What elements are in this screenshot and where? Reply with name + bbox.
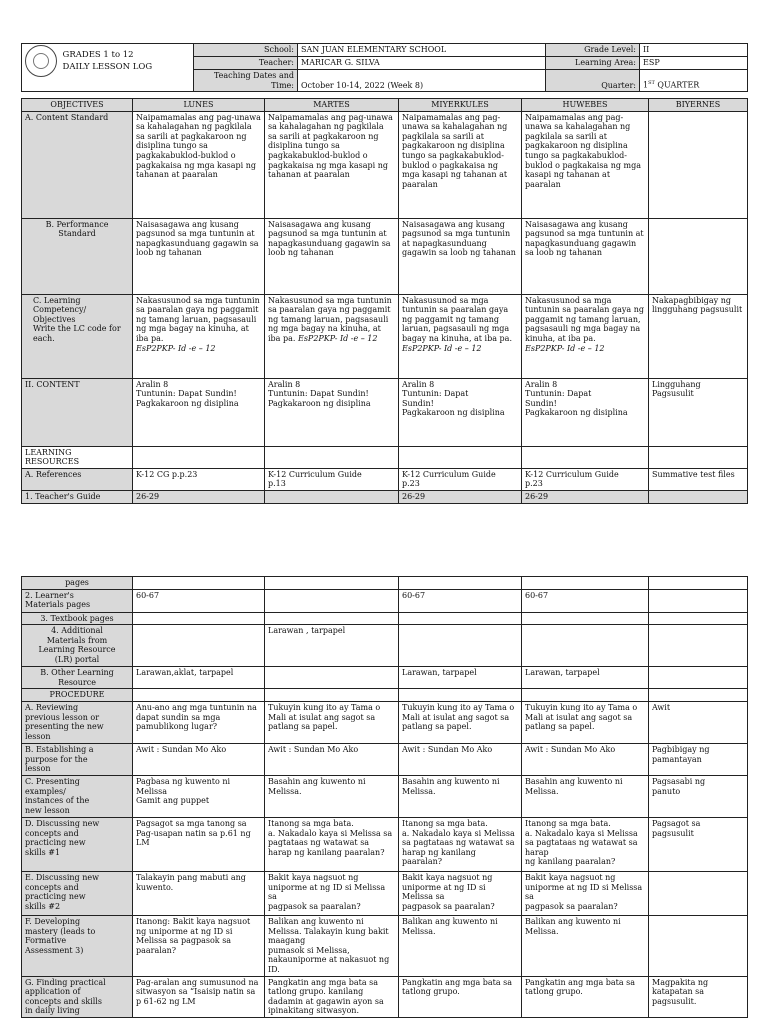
cell <box>649 218 748 294</box>
cell <box>133 294 265 378</box>
school-value: SAN JUAN ELEMENTARY SCHOOL <box>298 44 546 57</box>
row-label: 3. Textbook pages <box>22 612 133 625</box>
row-label: pages <box>22 577 133 590</box>
table-row <box>22 490 748 503</box>
cell: 26-29 <box>522 490 649 503</box>
cell: Itanong sa mga bata. a. Nakadalo kaya si Melissa sa pagtataas ng watawat sa harap ng kanilang paaralan? <box>522 817 649 871</box>
cell: Magpakita ng katapatan sa pagsusulit. <box>649 976 748 1017</box>
cell <box>265 589 399 612</box>
cell: Pagbasa ng kuwento ni Melissa Gamit ang puppet <box>133 775 265 817</box>
table-row <box>22 625 748 667</box>
lesson-table-page-2 <box>21 576 748 1018</box>
cell: Bakit kaya nagsuot ng uniporme at ng ID si Melissa sa pagpasok sa paaralan? <box>399 871 522 915</box>
cell: Pangkatin ang mga bata sa tatlong grupo. kanilang dadamin at gagawin ayon sa ipinakitang sitwasyon. <box>265 976 399 1017</box>
col-lunes: LUNES <box>133 99 265 112</box>
lesson-table-page-1 <box>21 98 748 504</box>
table-row <box>22 589 748 612</box>
cell <box>649 446 748 468</box>
grade-level-value: II <box>640 44 748 57</box>
grades-text: GRADES 1 to 12 <box>62 50 134 60</box>
cell-text: Nakasusunod sa mga tuntunin sa paaralan gaya ng paggamit ng tamang laruan, pagsasauli ng mga bagay na kinuha, at iba pa. <box>136 295 260 343</box>
cell <box>649 689 748 702</box>
cell: Pagsasabi ng panuto <box>649 775 748 817</box>
cell <box>649 871 748 915</box>
cell: Basahin ang kuwento ni Melissa. <box>522 775 649 817</box>
cell: K-12 CG p.p.23 <box>133 468 265 490</box>
cell-text: Nakasusunod sa mga tuntunin sa paaralan gaya ng paggamit ng tamang laruan, pagsasauli ng mga bagay na kinuha, at iba pa. <box>525 295 644 343</box>
cell: Aralin 8 Tuntunin: Dapat Sundin! Pagkakaroon ng disiplina <box>133 378 265 446</box>
cell: K-12 Curriculum Guide p.23 <box>522 468 649 490</box>
cell <box>522 612 649 625</box>
cell <box>522 689 649 702</box>
learning-area-value: ESP <box>640 57 748 70</box>
teaching-dates-value: October 10-14, 2022 (Week 8) <box>298 70 546 92</box>
cell: Pag-aralan ang sumusunod na sitwasyon sa “Isaisip natin sa p 61-62 ng LM <box>133 976 265 1017</box>
cell: Lingguhang Pagsusulit <box>649 378 748 446</box>
table-row <box>22 577 748 590</box>
lc-code: EsP2PKP- Id -e – 12 <box>297 333 378 343</box>
table-row <box>22 701 748 743</box>
cell: Larawan , tarpapel <box>265 625 399 667</box>
cell <box>265 446 399 468</box>
cell <box>649 667 748 689</box>
cell: Awit : Sundan Mo Ako <box>399 743 522 775</box>
cell: Bakit kaya nagsuot ng uniporme at ng ID si Melissa sa pagpasok sa paaralan? <box>265 871 399 915</box>
cell <box>649 577 748 590</box>
cell: Itanong: Bakit kaya nagsuot ng uniporme at ng ID si Melissa sa pagpasok sa paaralan? <box>133 915 265 976</box>
cell <box>649 625 748 667</box>
cell <box>265 577 399 590</box>
col-objectives: OBJECTIVES <box>22 99 133 112</box>
cell <box>265 689 399 702</box>
cell: Nakapagbibigay ng lingguhang pagsusulit <box>649 294 748 378</box>
cell <box>399 294 522 378</box>
row-label: D. Discussing new concepts and practicing new skills #1 <box>22 817 133 871</box>
cell <box>133 577 265 590</box>
quarter-number: 1 <box>643 80 649 90</box>
cell: Bakit kaya nagsuot ng uniporme at ng ID si Melissa sa pagpasok sa paaralan? <box>522 871 649 915</box>
cell <box>649 915 748 976</box>
lc-code: EsP2PKP- Id -e – 12 <box>136 343 216 353</box>
teaching-dates-label: Teaching Dates and Time: <box>194 70 298 92</box>
row-label: 1. Teacher's Guide <box>22 490 133 503</box>
cell-text: Nakasusunod sa mga tuntunin sa paaralan gaya ng paggamit ng tamang laruan, pagsasauli ng mga bagay na kinuha, at iba pa. <box>268 295 392 343</box>
cell <box>649 612 748 625</box>
cell: Basahin ang kuwento ni Melissa. <box>399 775 522 817</box>
cell <box>399 612 522 625</box>
cell <box>265 490 399 503</box>
cell: Naipamamalas ang pag-unawa sa kahalagahan ng pagkilala sa sarili at pagkakaroon ng disiplina tungo sa pagkakabuklod-buklod o pagkakaisa ng mga kasapi ng tahanan at paaralan <box>265 111 399 218</box>
quarter-text: QUARTER <box>654 80 700 90</box>
row-label: A. References <box>22 468 133 490</box>
cell: Awit <box>649 701 748 743</box>
cell: Itanong sa mga bata. a. Nakadalo kaya si Melissa sa pagtataas ng watawat sa harap ng kanilang paaralan? <box>399 817 522 871</box>
row-label: 4. Additional Materials from Learning Resource (LR) portal <box>22 625 133 667</box>
teacher-value: MARICAR G. SILVA <box>298 57 546 70</box>
cell: Tukuyin kung ito ay Tama o Mali at isulat ang sagot sa patlang sa papel. <box>399 701 522 743</box>
table-row <box>22 378 748 446</box>
cell: Awit : Sundan Mo Ako <box>522 743 649 775</box>
cell: 26-29 <box>133 490 265 503</box>
quarter-label: Quarter: <box>546 70 640 92</box>
lc-code: EsP2PKP- Id -e – 12 <box>402 343 482 353</box>
cell: Naipamamalas ang pag-unawa sa kahalagahan ng pagkilala sa sarili at pagkakaroon ng disiplina tungo sa pagkakabuklod-buklod o pagkakaisa ng mga kasapi ng tahanan at paaralan <box>399 111 522 218</box>
header-table <box>21 43 748 92</box>
cell: Awit : Sundan Mo Ako <box>265 743 399 775</box>
cell: Larawan,aklat, tarpapel <box>133 667 265 689</box>
table-row <box>22 775 748 817</box>
table-row <box>22 871 748 915</box>
cell: Pagsagot sa mga tanong sa Pag-usapan natin sa p.61 ng LM <box>133 817 265 871</box>
row-label: F. Developing mastery (leads to Formative Assessment 3) <box>22 915 133 976</box>
table-row <box>22 612 748 625</box>
logo-cell <box>22 44 194 92</box>
row-label: PROCEDURE <box>22 689 133 702</box>
cell: Pangkatin ang mga bata sa tatlong grupo. <box>399 976 522 1017</box>
cell: Aralin 8 Tuntunin: Dapat Sundin! Pagkakaroon ng disiplina <box>265 378 399 446</box>
row-label: II. CONTENT <box>22 378 133 446</box>
cell: Anu-ano ang mga tuntunin na dapat sundin sa mga pamublikong lugar? <box>133 701 265 743</box>
row-label <box>22 294 133 378</box>
cell <box>399 577 522 590</box>
cell: Tukuyin kung ito ay Tama o Mali at isulat ang sagot sa patlang sa papel. <box>265 701 399 743</box>
cell: Naipamamalas ang pag-unawa sa kahalagahan ng pagkilala sa sarili at pagkakaroon ng disiplina tungo sa pagkakabuklod-buklod o pagkakaisa ng mga kasapi ng tahanan at paaralan <box>522 111 649 218</box>
table-row <box>22 667 748 689</box>
cell: Pagbibigay ng pamantayan <box>649 743 748 775</box>
cell: Balikan ang kuwento ni Melissa. <box>399 915 522 976</box>
table-row <box>22 294 748 378</box>
learning-area-label: Learning Area: <box>546 57 640 70</box>
cell: Talakayin pang mabuti ang kuwento. <box>133 871 265 915</box>
cell: Itanong sa mga bata. a. Nakadalo kaya si Melissa sa pagtataas ng watawat sa harap ng kanilang paaralan? <box>265 817 399 871</box>
table-row <box>22 111 748 218</box>
cell <box>133 689 265 702</box>
cell: 60-67 <box>399 589 522 612</box>
grade-level-label: Grade Level: <box>546 44 640 57</box>
cell <box>399 689 522 702</box>
cell <box>265 612 399 625</box>
cell: Larawan, tarpapel <box>522 667 649 689</box>
cell <box>649 490 748 503</box>
cell <box>133 612 265 625</box>
cell: 60-67 <box>133 589 265 612</box>
cell <box>133 625 265 667</box>
row-label: LEARNING RESOURCES <box>22 446 133 468</box>
cell: Balikan ang kuwento ni Melissa. Talakayin kung bakit maagang pumasok si Melissa, nakauniporme at nakasuot ng ID. <box>265 915 399 976</box>
row-label-text: C. Learning Competency/ Objectives Write the LC code for each. <box>33 295 121 343</box>
table-row <box>22 446 748 468</box>
row-label: B. Establishing a purpose for the lesson <box>22 743 133 775</box>
row-label: B. Other Learning Resource <box>22 667 133 689</box>
col-huwebes: HUWEBES <box>522 99 649 112</box>
cell: Pagsagot sa pagsusulit <box>649 817 748 871</box>
cell: Naisasagawa ang kusang pagsunod sa mga tuntunin at napagkasunduang gagawin sa loob ng tahanan <box>265 218 399 294</box>
cell <box>649 589 748 612</box>
teacher-label: Teacher: <box>194 57 298 70</box>
cell: Naipamamalas ang pag-unawa sa kahalagahan ng pagkilala sa sarili at pagkakaroon ng disiplina tungo sa pagkakabuklod-buklod o pagkakaisa ng mga kasapi ng tahanan at paaralan <box>133 111 265 218</box>
row-label: C. Presenting examples/ instances of the new lesson <box>22 775 133 817</box>
row-label: A. Content Standard <box>22 111 133 218</box>
table-row <box>22 915 748 976</box>
cell: Awit : Sundan Mo Ako <box>133 743 265 775</box>
cell <box>522 625 649 667</box>
cell <box>265 294 399 378</box>
cell: Aralin 8 Tuntunin: Dapat Sundin! Pagkakaroon ng disiplina <box>522 378 649 446</box>
table-row <box>22 743 748 775</box>
table-row <box>22 817 748 871</box>
deped-seal-icon <box>25 45 57 77</box>
table-row <box>22 218 748 294</box>
cell <box>522 577 649 590</box>
cell: K-12 Curriculum Guide p.13 <box>265 468 399 490</box>
cell: Naisasagawa ang kusang pagsunod sa mga tuntunin at napagkasunduang gagawin sa loob ng tahanan <box>522 218 649 294</box>
cell: K-12 Curriculum Guide p.23 <box>399 468 522 490</box>
table-row <box>22 689 748 702</box>
cell: Naisasagawa ang kusang pagsunod sa mga tuntunin at napagkasunduang gagawin sa loob ng tahanan <box>133 218 265 294</box>
cell: Basahin ang kuwento ni Melissa. <box>265 775 399 817</box>
school-label: School: <box>194 44 298 57</box>
col-martes: MARTES <box>265 99 399 112</box>
table-row <box>22 468 748 490</box>
cell: Larawan, tarpapel <box>399 667 522 689</box>
quarter-suffix: ST <box>648 79 655 86</box>
cell <box>522 446 649 468</box>
row-label: 2. Learner's Materials pages <box>22 589 133 612</box>
cell <box>133 446 265 468</box>
table-row <box>22 976 748 1017</box>
cell: Aralin 8 Tuntunin: Dapat Sundin! Pagkakaroon ng disiplina <box>399 378 522 446</box>
logo-text <box>63 49 153 73</box>
cell <box>522 294 649 378</box>
cell: 60-67 <box>522 589 649 612</box>
col-miyerkules: MIYERKULES <box>399 99 522 112</box>
row-label: G. Finding practical application of concepts and skills in daily living <box>22 976 133 1017</box>
lc-code: EsP2PKP- Id -e – 12 <box>525 343 605 353</box>
row-label: A. Reviewing previous lesson or presenting the new lesson <box>22 701 133 743</box>
row-label: B. Performance Standard <box>22 218 133 294</box>
quarter-value <box>640 70 748 92</box>
col-biyernes: BIYERNES <box>649 99 748 112</box>
cell: Summative test files <box>649 468 748 490</box>
cell-text: Nakasusunod sa mga tuntunin sa paaralan gaya ng paggamit ng tamang laruan, pagsasauli ng mga bagay na kinuha, at iba pa. <box>402 295 512 343</box>
daily-lesson-log-text: DAILY LESSON LOG <box>62 62 153 72</box>
cell: 26-29 <box>399 490 522 503</box>
cell <box>265 667 399 689</box>
cell: Pangkatin ang mga bata sa tatlong grupo. <box>522 976 649 1017</box>
cell: Tukuyin kung ito ay Tama o Mali at isulat ang sagot sa patlang sa papel. <box>522 701 649 743</box>
cell <box>649 111 748 218</box>
cell: Balikan ang kuwento ni Melissa. <box>522 915 649 976</box>
cell <box>399 446 522 468</box>
cell: Naisasagawa ang kusang pagsunod sa mga tuntunin at napagkasunduang gagawin sa loob ng tahanan <box>399 218 522 294</box>
row-label: E. Discussing new concepts and practicing new skills #2 <box>22 871 133 915</box>
cell <box>399 625 522 667</box>
